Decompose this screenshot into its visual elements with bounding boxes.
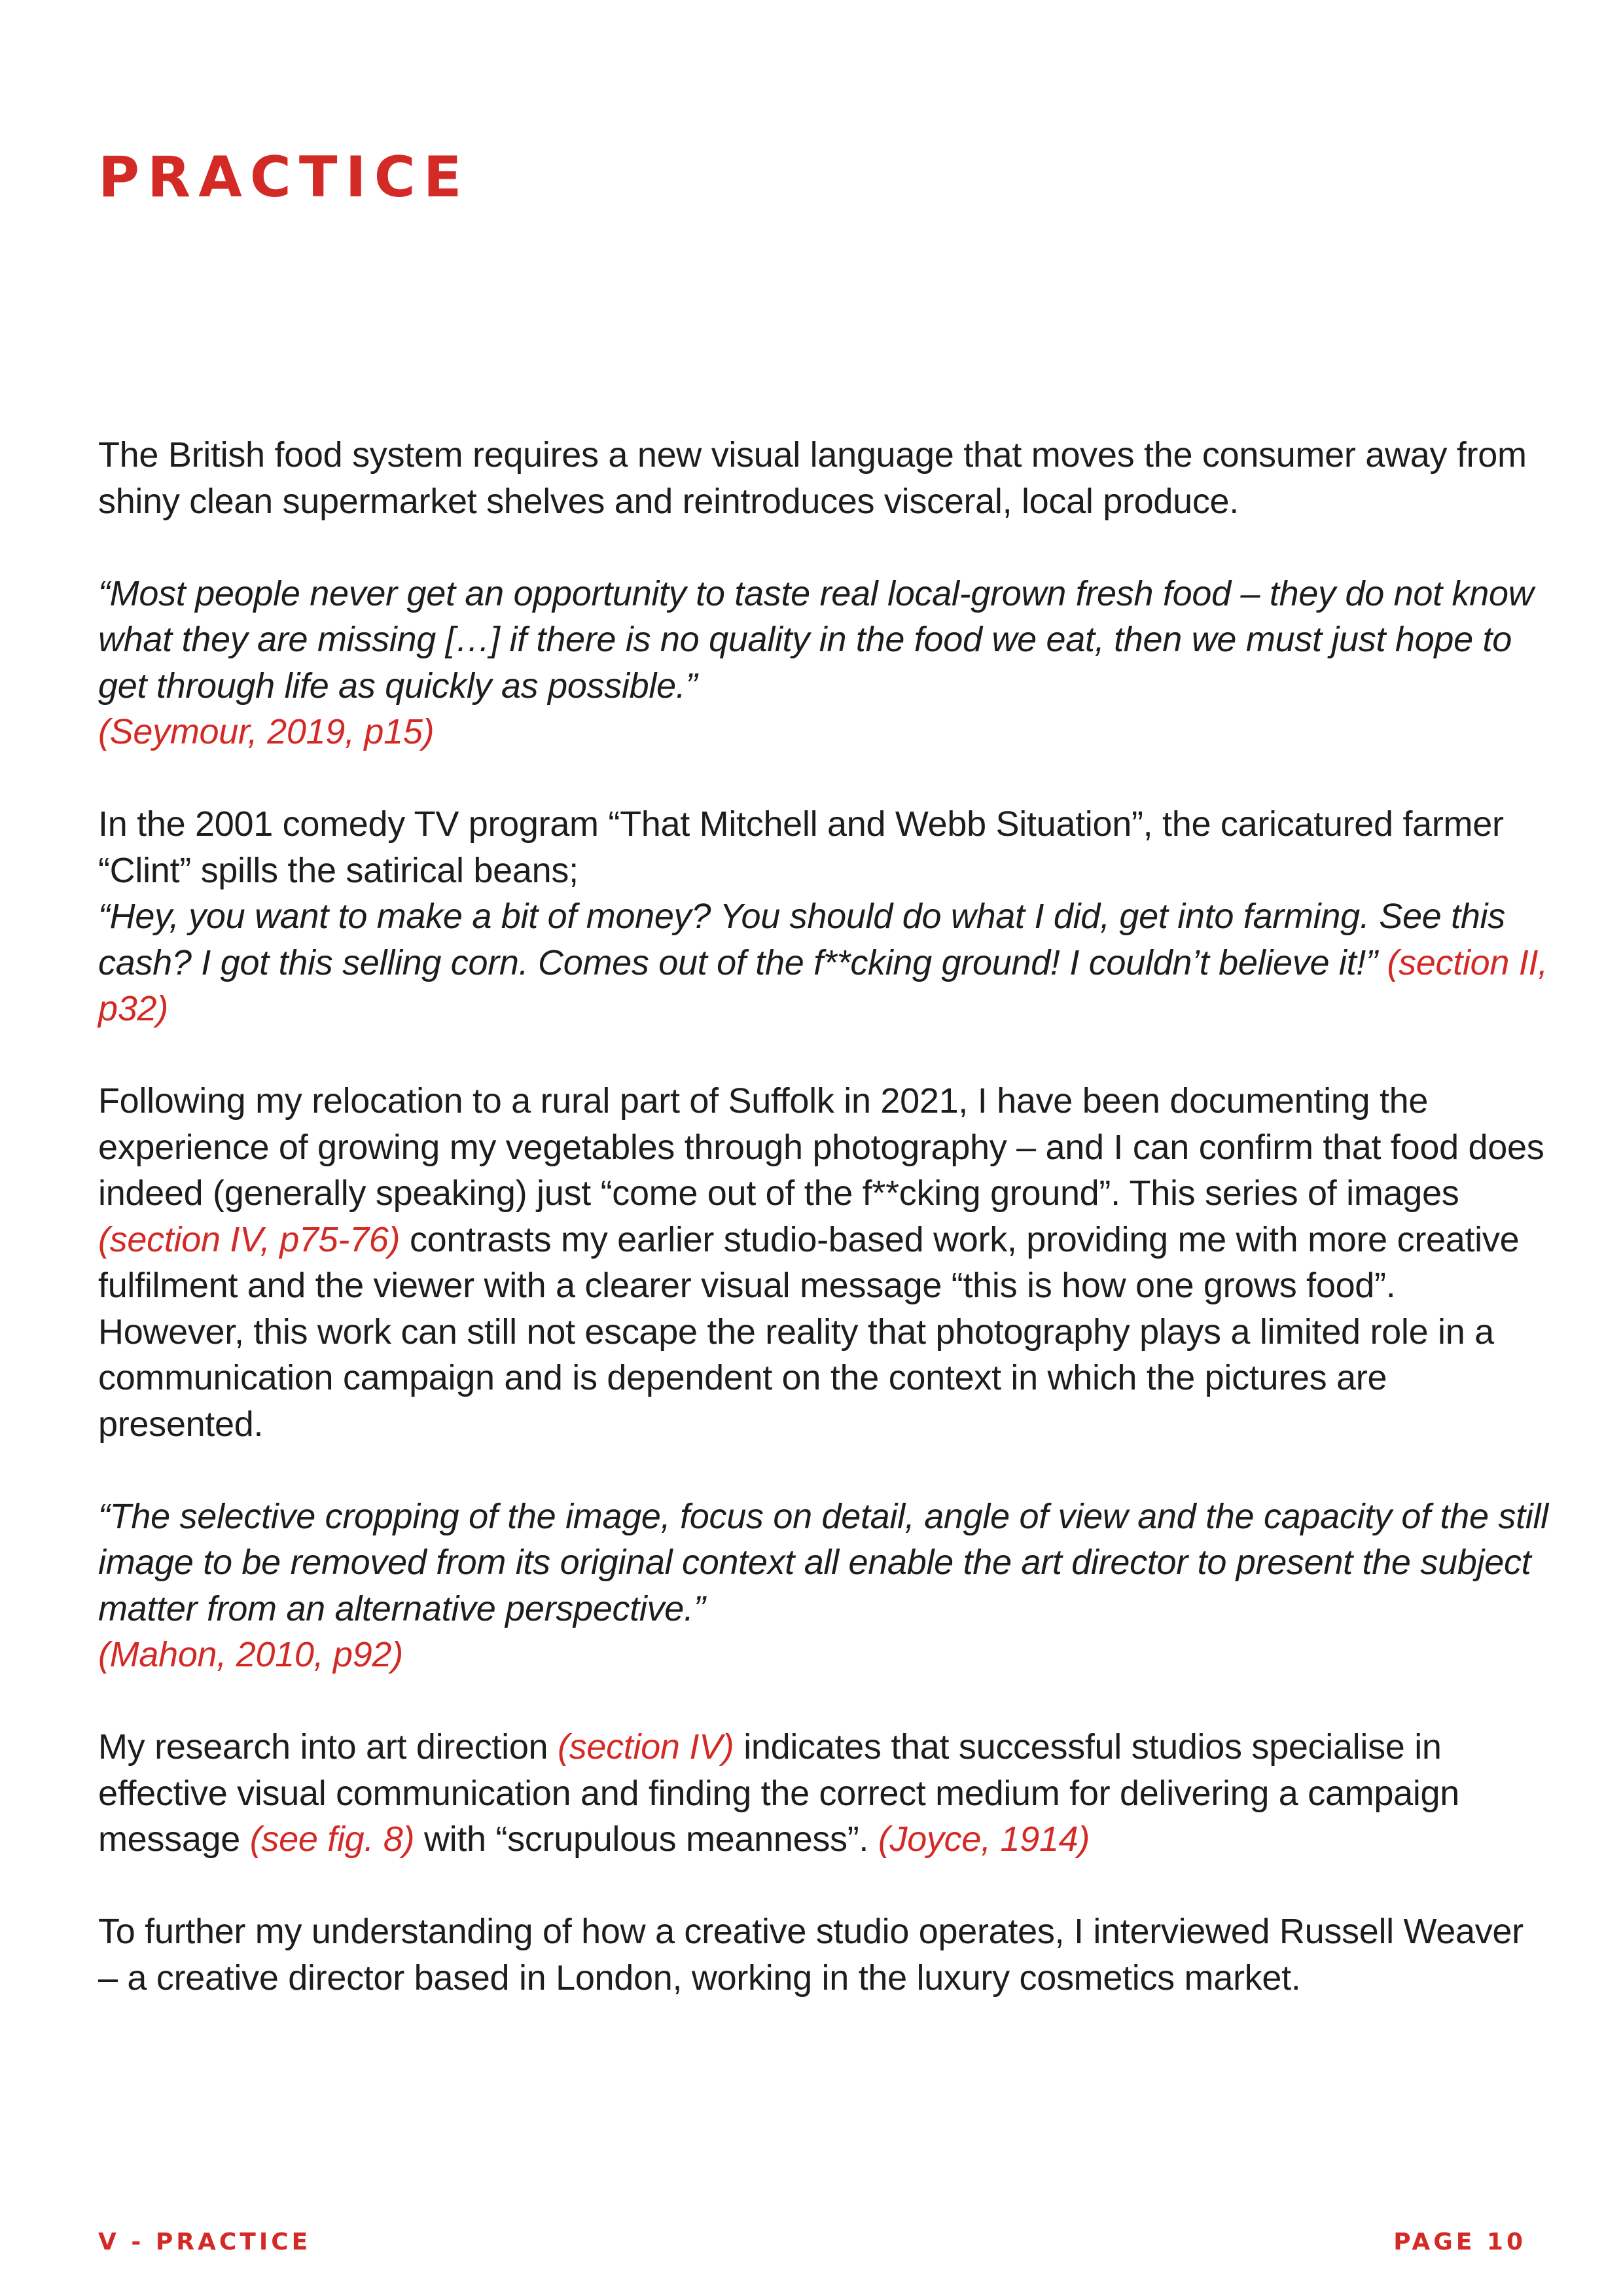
paragraph-suffolk — [98, 1078, 1551, 1309]
citation-seymour: (Seymour, 2019, p15) — [98, 712, 435, 751]
reference-section-iv-pages: (section IV, p75-76) — [98, 1219, 401, 1259]
paragraph-interview: To further my understanding of how a creative studio operates, I interviewed Russell Weaver – a creative director based in London, working in the luxury cosmetics market. — [98, 1912, 1524, 1998]
paragraph-research-text-a: My research into art direction — [98, 1727, 548, 1767]
paragraph-suffolk-text-b: contrasts my earlier studio-based work, providing me with more creative fulfilment and the viewer with a clearer visual message “this is how one grows food”. — [98, 1219, 1520, 1305]
quote-mahon: “The selective cropping of the image, focus on detail, angle of view and the capacity of the still image to be removed from its original context all enable the art director to present the subject matter from an alternative perspective.” — [98, 1496, 1548, 1628]
footer-page-number: PAGE 10 — [1393, 2229, 1526, 2255]
reference-section-iv: (section IV) — [557, 1727, 734, 1767]
paragraph-clint — [98, 801, 1551, 1032]
quote-clint: “Hey, you want to make a bit of money? You should do what I did, get into farming. See this cash? I got this selling corn. Comes out of the f**cking ground! I couldn’t believe it!” — [98, 897, 1505, 982]
reference-fig-8: (see fig. 8) — [249, 1820, 415, 1859]
quote-block-seymour — [98, 571, 1551, 755]
main-text — [98, 432, 1551, 2047]
paragraph-suffolk-text-a: Following my relocation to a rural part of Suffolk in 2021, I have been documenting the experience of growing my vegetables through photography – and I can confirm that food does indeed (generally speaking) just “come out of the f**cking ground”. This series of images — [98, 1081, 1544, 1213]
paragraph-research-text-c: with “scrupulous meanness”. — [423, 1820, 869, 1859]
citation-joyce: (Joyce, 1914) — [878, 1820, 1090, 1859]
citation-section-ii: (section II, p32) — [98, 942, 1548, 1028]
footer-section-label: V - PRACTICE — [98, 2229, 312, 2255]
paragraph-intro: The British food system requires a new visual language that moves the consumer away from shiny clean supermarket shelves and reintroduces visceral, local produce. — [98, 435, 1527, 521]
paragraph-research-text-b: indicates that successful studios specialise in effective visual communication and finding the correct medium for delivering a campaign message — [98, 1727, 1459, 1859]
quote-block-mahon — [98, 1494, 1551, 1678]
paragraph-clint-text: In the 2001 comedy TV program “That Mitchell and Webb Situation”, the caricatured farmer “Clint” spills the satirical beans; — [98, 804, 1504, 890]
quote-seymour: “Most people never get an opportunity to taste real local-grown fresh food – they do not know what they are missing […] if there is no quality in the food we eat, then we must just hope to get through life as quickly as possible.” — [98, 573, 1534, 706]
paragraph-research — [98, 1724, 1551, 1863]
page-title: PRACTICE — [98, 145, 470, 210]
citation-mahon: (Mahon, 2010, p92) — [98, 1635, 403, 1674]
paragraph-limitations: However, this work can still not escape the reality that photography plays a limited role in a communication campaign and is dependent on the context in which the pictures are presented. — [98, 1312, 1494, 1444]
